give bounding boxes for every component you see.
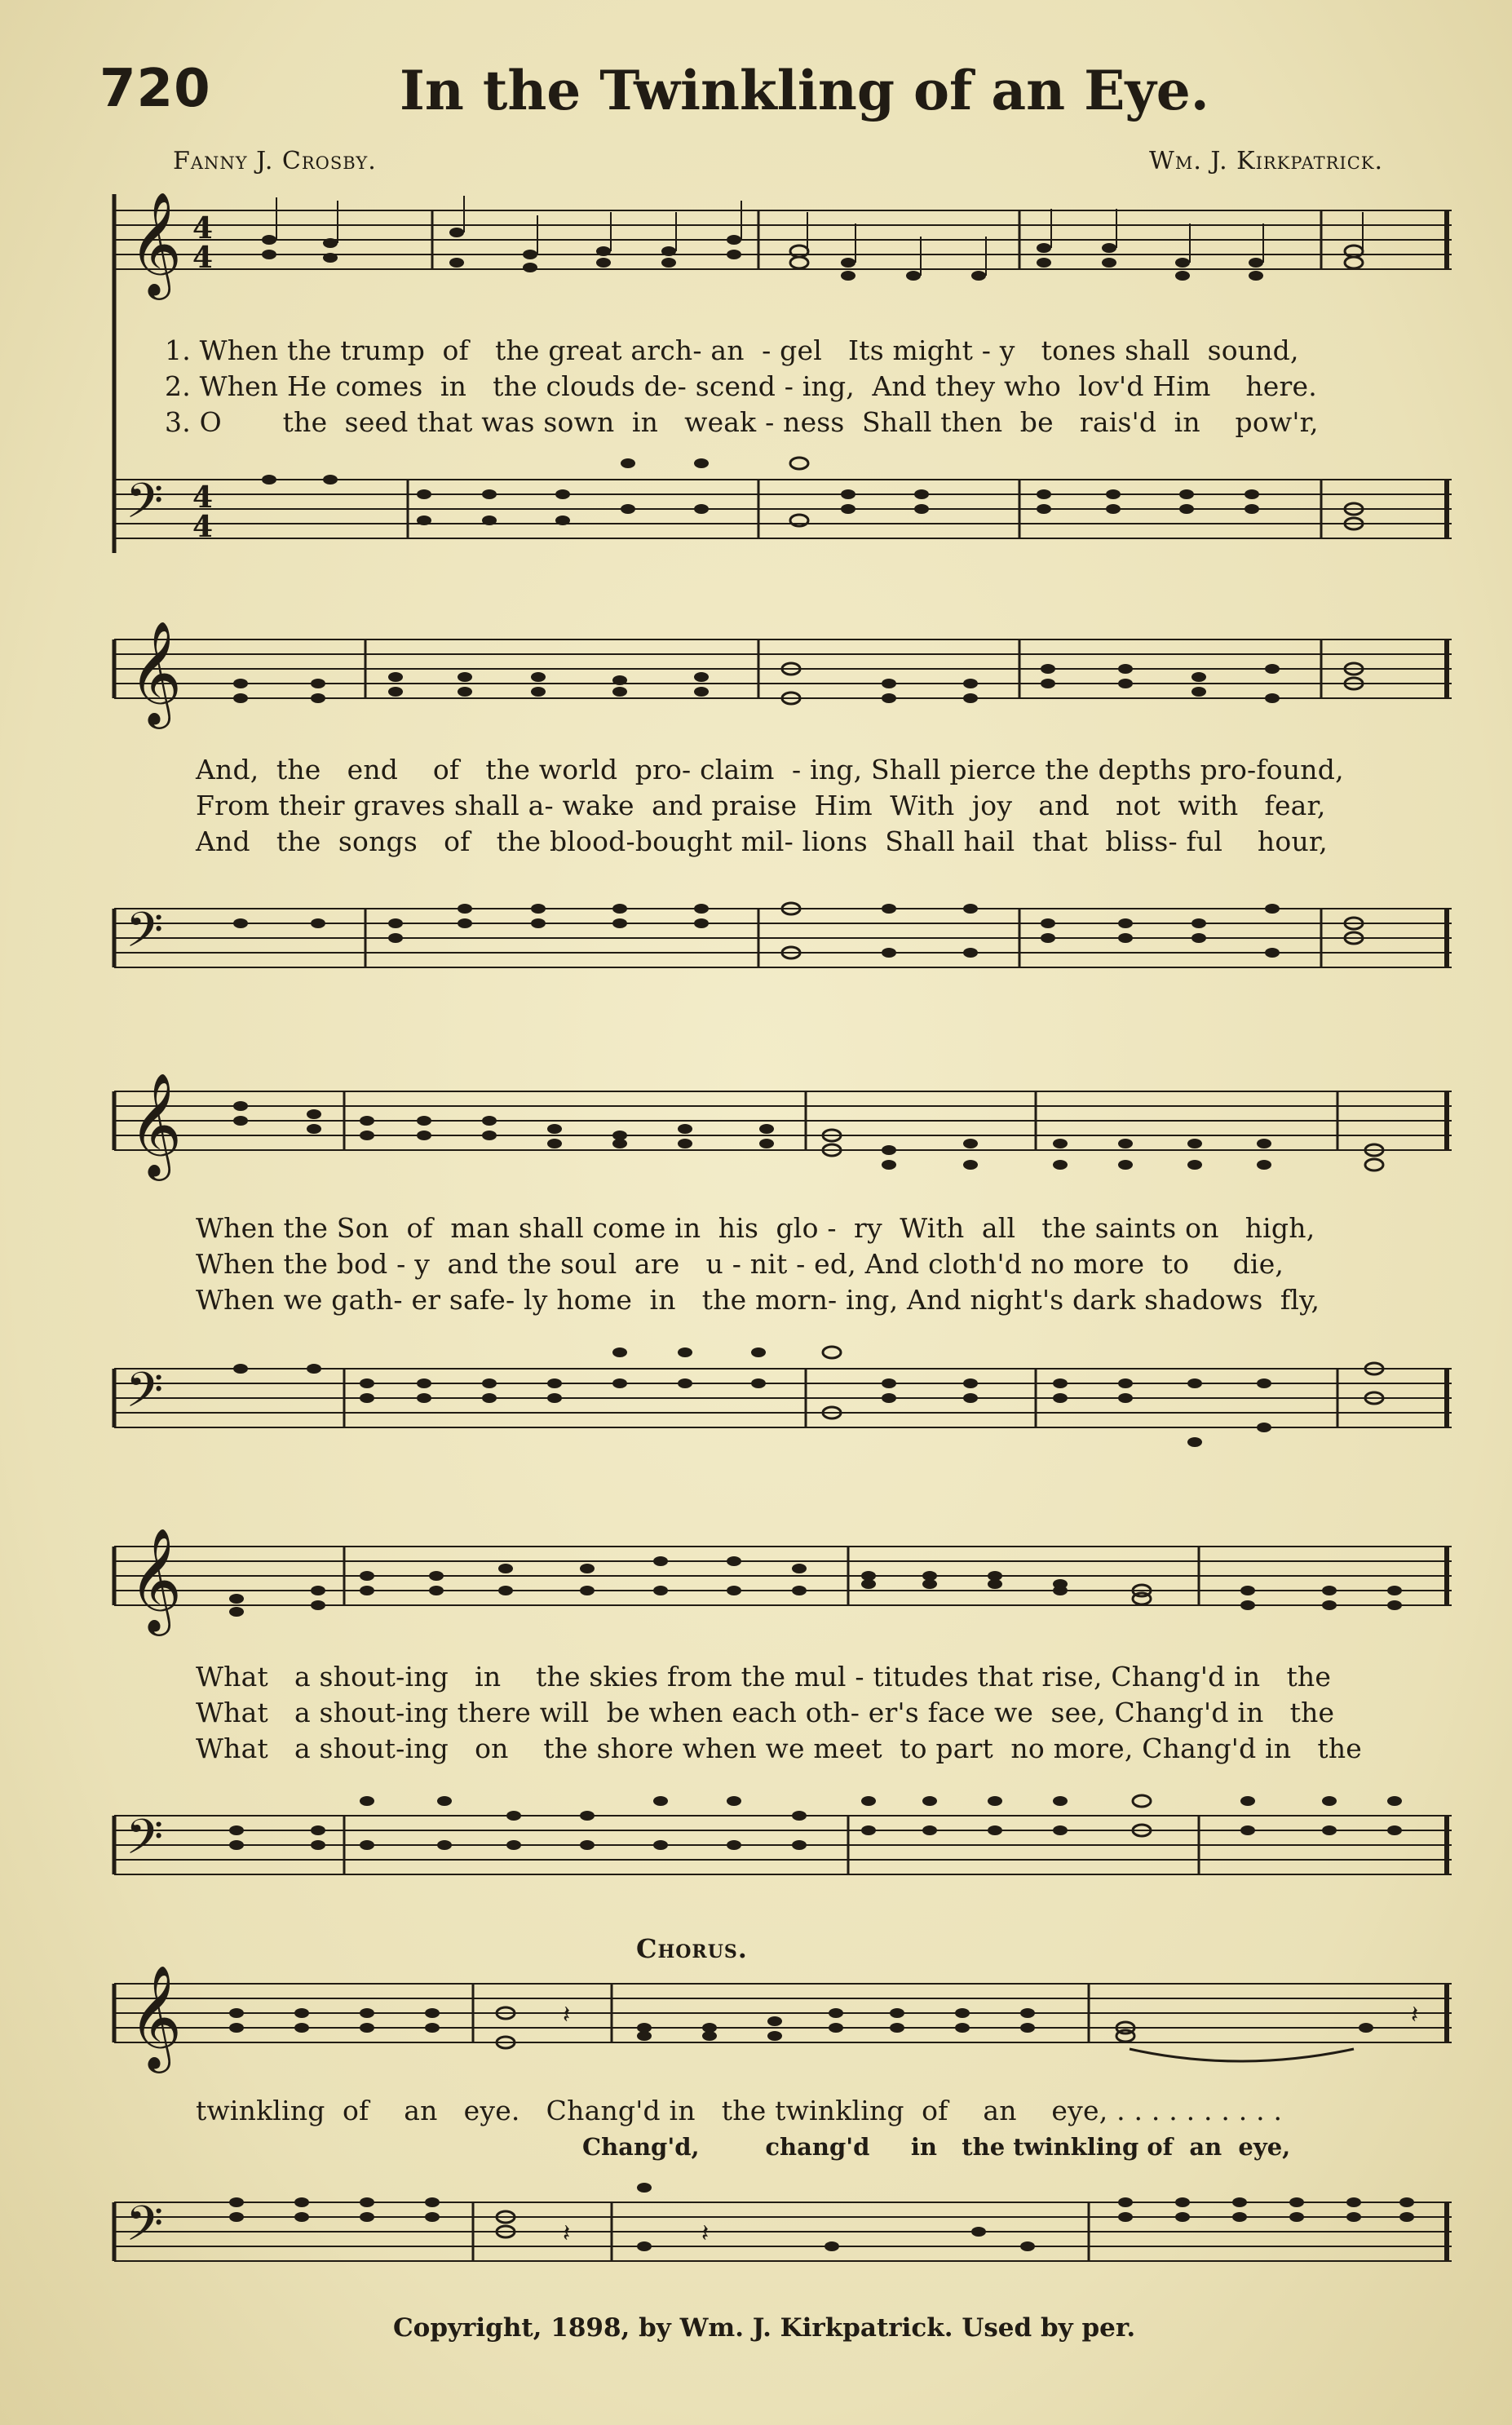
svg-text:4: 4 (192, 211, 214, 246)
svg-text:𝄞: 𝄞 (129, 620, 183, 724)
author-credit: Fanny J. Crosby. (173, 147, 377, 175)
svg-text:𝄽: 𝄽 (701, 2219, 710, 2248)
lyric-line: From their graves shall a- wake and praise Him With joy and not with fear, (196, 790, 1326, 821)
treble-staff (114, 191, 1452, 295)
lyric-line: What a shout-ing in the skies from the mul - titudes that rise, Chang'd in the (196, 1661, 1332, 1693)
svg-text:𝄞: 𝄞 (129, 1527, 183, 1631)
lyric-line: What a shout-ing there will be when each oth- er's face we see, Chang'd in the (196, 1697, 1335, 1728)
svg-text:𝄢: 𝄢 (126, 1808, 164, 1877)
treble-staff (114, 620, 1452, 724)
lyric-line: What a shout-ing on the shore when we meet to part no more, Chang'd in the (196, 1732, 1363, 1764)
svg-text:𝄽: 𝄽 (563, 2219, 571, 2248)
svg-text:𝄢: 𝄢 (126, 1361, 164, 1430)
chorus-bass-words: Chang'd, chang'd in the twinkling of an eye, (582, 2133, 1291, 2161)
svg-text:𝄽: 𝄽 (563, 2001, 571, 2029)
lyric-line: twinkling of an eye. Chang'd in the twinkling of an eye, . . . . . . . . . . (196, 2095, 1283, 2126)
lyric-line: And, the end of the world pro- claim - ing, Shall pierce the depths pro-found, (196, 754, 1344, 785)
svg-text:4: 4 (192, 480, 214, 515)
svg-text:𝄞: 𝄞 (129, 1072, 183, 1176)
treble-staff (114, 1072, 1452, 1176)
bass-staff (114, 892, 1452, 998)
lyric-line: When the Son of man shall come in his glo - ry With all the saints on high, (196, 1212, 1315, 1244)
svg-text:𝄢: 𝄢 (126, 472, 164, 541)
chorus-label: Chorus. (636, 1933, 748, 1964)
lyric-line: When we gath- er safe- ly home in the morn- ing, And night's dark shadows fly, (196, 1284, 1320, 1316)
svg-text:4: 4 (192, 241, 214, 275)
bass-staff (114, 463, 1452, 569)
hymn-number: 720 (99, 59, 211, 119)
lyric-line: 1. When the trump of the great arch- an - gel Its might - y tones shall sound, (165, 334, 1299, 366)
treble-staff (114, 1527, 1452, 1631)
lyric-line: When the bod - y and the soul are u - nit - ed, And cloth'd no more to die, (196, 1248, 1284, 1280)
treble-staff (114, 1964, 1452, 2069)
svg-text:4: 4 (192, 510, 214, 544)
lyric-line: And the songs of the blood-bought mil- lions Shall hail that bliss- ful hour, (196, 825, 1328, 857)
svg-text:𝄞: 𝄞 (129, 1964, 183, 2069)
bass-staff (114, 2186, 1452, 2292)
lyric-line: 3. O the seed that was sown in weak - ness Shall then be rais'd in pow'r, (165, 406, 1319, 438)
svg-text:𝄢: 𝄢 (126, 2195, 164, 2263)
hymn-title: In the Twinkling of an Eye. (400, 59, 1209, 122)
svg-text:𝄞: 𝄞 (129, 191, 183, 295)
copyright-notice: Copyright, 1898, by Wm. J. Kirkpatrick. Used by per. (393, 2313, 1136, 2343)
bass-staff (114, 1799, 1452, 1905)
svg-text:𝄢: 𝄢 (126, 901, 164, 970)
composer-credit: Wm. J. Kirkpatrick. (1148, 147, 1383, 175)
lyric-line: 2. When He comes in the clouds de- scend - ing, And they who lov'd Him here. (165, 370, 1317, 402)
svg-text:𝄽: 𝄽 (1411, 2001, 1419, 2029)
bass-staff (114, 1352, 1452, 1467)
